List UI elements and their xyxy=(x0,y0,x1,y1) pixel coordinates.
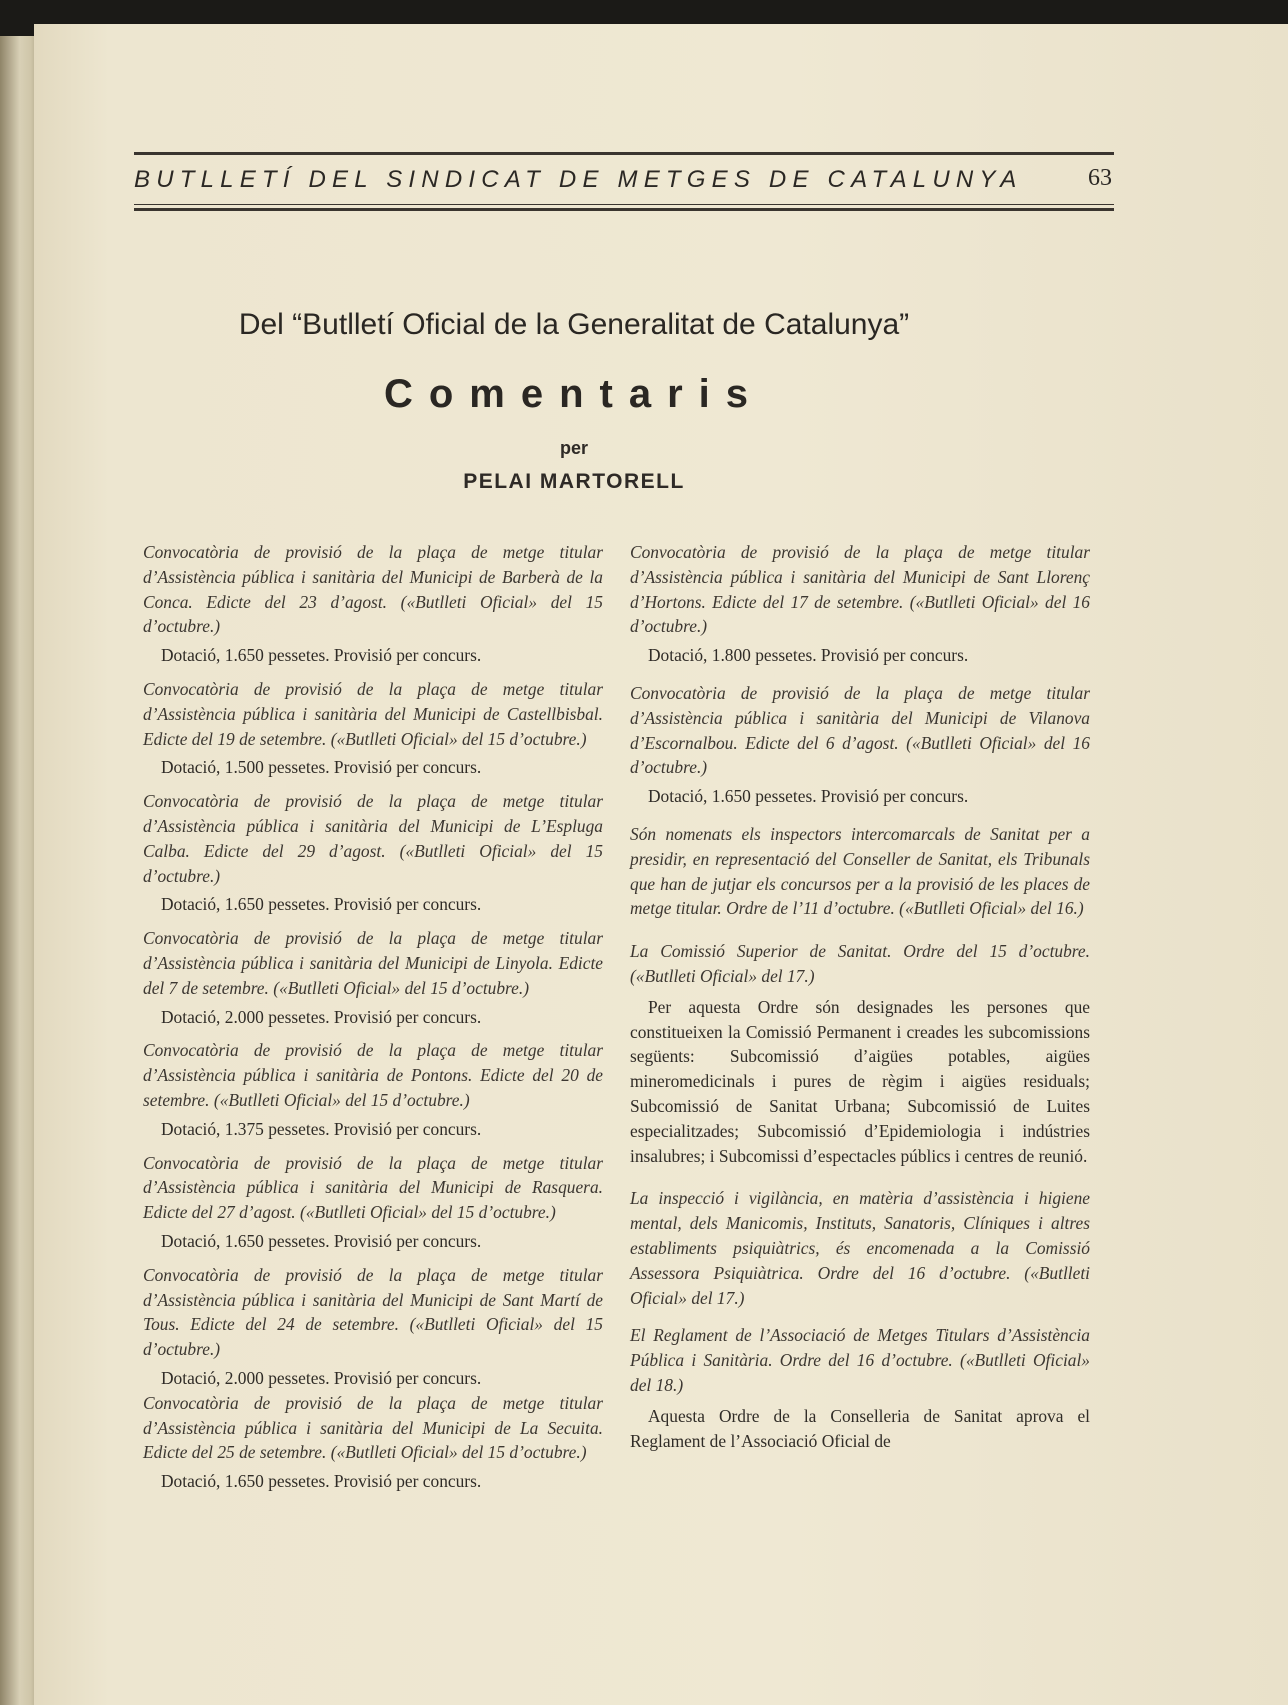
convocatoria-entry: Convocatòria de provisió de la plaça de metge titular d’Assistència pública i sanitària del Municipi de L’Espluga Calba. Edicte del 29 d’agost. («Butlleti Oficial» del 15 d’octubre.) xyxy=(143,791,603,886)
inspeccio-notice: La inspecció i vigilància, en matèria d’assistència i higiene mental, dels Manicomis, Instituts, Sanatoris, Clíniques i altres establiments psiquiàtrics, és encomenada a la Comissió Assessora Psiquiàtrica. Ordre del 16 d’octubre. («Butlleti Oficial» del 17.) xyxy=(630,1188,1090,1308)
dotacio-line: Dotació, 1.650 pessetes. Provisió per concurs. xyxy=(161,1230,482,1251)
header-rule-top xyxy=(134,152,1114,155)
dotacio-line: Dotació, 1.375 pessetes. Provisió per concurs. xyxy=(161,1118,482,1139)
running-head xyxy=(134,128,1114,208)
convocatoria-entry: Convocatòria de provisió de la plaça de metge titular d’Assistència pública i sanitària del Municipi de La Secuita. Edicte del 25 de setembre. («Butlleti Oficial» del 15 d’octubre.) xyxy=(143,1392,603,1463)
section-title: Comentaris xyxy=(383,372,765,416)
dotacio-line: Dotació, 2.000 pessetes. Provisió per concurs. xyxy=(161,1367,482,1388)
convocatoria-entry: Convocatòria de provisió de la plaça de metge titular d’Assistència pública i sanitària del Municipi de Sant Llorenç d’Hortons. Edicte del 17 de setembre. («Butlleti Oficial» del 16 d’octubre.) xyxy=(630,542,1090,637)
dotacio-line: Dotació, 1.650 pessetes. Provisió per concurs. xyxy=(161,1471,482,1492)
byline-author: PELAI MARTORELL xyxy=(463,470,685,493)
dotacio-line: Dotació, 2.000 pessetes. Provisió per concurs. xyxy=(161,1006,482,1027)
convocatoria-entry: Convocatòria de provisió de la plaça de metge titular d’Assistència pública i sanitària del Municipi de Rasquera. Edicte del 27 d’agost. («Butlleti Oficial» del 15 d’octubre.) xyxy=(143,1152,603,1223)
comissio-notice: La Comissió Superior de Sanitat. Ordre del 15 d’octubre. («Butlleti Oficial» del 17.) xyxy=(630,941,1090,986)
reglament-notice: El Reglament de l’Associació de Metges Titulars d’Assistència Pública i Sanitària. Ordre del 16 d’octubre. («Butlleti Oficial» del 18.) xyxy=(630,1325,1090,1395)
dotacio-line: Dotació, 1.500 pessetes. Provisió per concurs. xyxy=(161,757,482,778)
header-rule-thin xyxy=(134,204,1114,205)
convocatoria-entry: Convocatòria de provisió de la plaça de metge titular d’Assistència pública i sanitària del Municipi de Sant Martí de Tous. Edicte del 24 de setembre. («Butlleti Oficial» del 15 d’octubre.) xyxy=(143,1264,603,1360)
left-column xyxy=(143,540,603,1503)
convocatoria-entry: Convocatòria de provisió de la plaça de metge titular d’Assistència pública i sanitària del Municipi de Linyola. Edicte del 7 de setembre. («Butlleti Oficial» del 15 d’octubre.) xyxy=(143,928,603,998)
running-title: BUTLLETÍ DEL SINDICAT DE METGES DE CATALUNYA xyxy=(134,166,1023,193)
dotacio-line: Dotació, 1.650 pessetes. Provisió per concurs. xyxy=(161,645,482,666)
comissio-body: Per aquesta Ordre són designades les persones que constitueixen la Comissió Permanent i creades les subcomissions següents: Subcomissió d’aigües potables, aigües mineromedicinals i pures de règim i aigües residuals; Subcomissió de Sanitat Urbana; Subcomissió de Luites especialitzades; Subcomissió d’Epidemiologia i indústries insalubres; i Subcomissi d’espectacles públics i centres de reunió. xyxy=(630,996,1090,1166)
nomenats-notice: Són nomenats els inspectors intercomarcals de Sanitat per a presidir, en representació del Conseller de Sanitat, els Tribunals que han de jutjar els concursos per a la provisió de les places de metge titular. Ordre de l’11 d’octubre. («Butlleti Oficial» del 16.) xyxy=(630,823,1090,919)
page-number: 63 xyxy=(1088,165,1112,191)
convocatoria-entry: Convocatòria de provisió de la plaça de metge titular d’Assistència pública i sanitària del Municipi de Barberà de la Conca. Edicte del 23 d’agost. («Butlleti Oficial» del 15 d’octubre.) xyxy=(143,542,603,637)
right-column xyxy=(630,540,1090,1461)
dotacio-line: Dotació, 1.800 pessetes. Provisió per concurs. xyxy=(648,645,969,666)
convocatoria-entry: Convocatòria de provisió de la plaça de metge titular d’Assistència pública i sanitària del Municipi de Castellbisbal. Edicte del 19 de setembre. («Butlleti Oficial» del 15 d’octubre.) xyxy=(143,678,603,749)
dotacio-line: Dotació, 1.650 pessetes. Provisió per concurs. xyxy=(161,894,482,915)
byline-per: per xyxy=(559,438,588,458)
dotacio-line: Dotació, 1.650 pessetes. Provisió per concurs. xyxy=(648,786,969,807)
page xyxy=(34,24,1288,1705)
convocatoria-entry: Convocatòria de provisió de la plaça de metge titular d’Assistència pública i sanitària del Municipi de Vilanova d’Escornalbou. Edicte del 6 d’agost. («Butlleti Oficial» del 16 d’octubre.) xyxy=(630,682,1090,778)
header-rule-bottom xyxy=(134,208,1114,211)
reglament-body: Aquesta Ordre de la Conselleria de Sanitat aprova el Reglament de l’Associació Oficial de xyxy=(630,1405,1090,1451)
article-title: Del “Butlletí Oficial de la Generalitat de Catalunya” xyxy=(238,308,910,341)
convocatoria-entry: Convocatòria de provisió de la plaça de metge titular d’Assistència pública i sanitària de Pontons. Edicte del 20 de setembre. («Butlleti Oficial» del 15 d’octubre.) xyxy=(143,1040,603,1110)
